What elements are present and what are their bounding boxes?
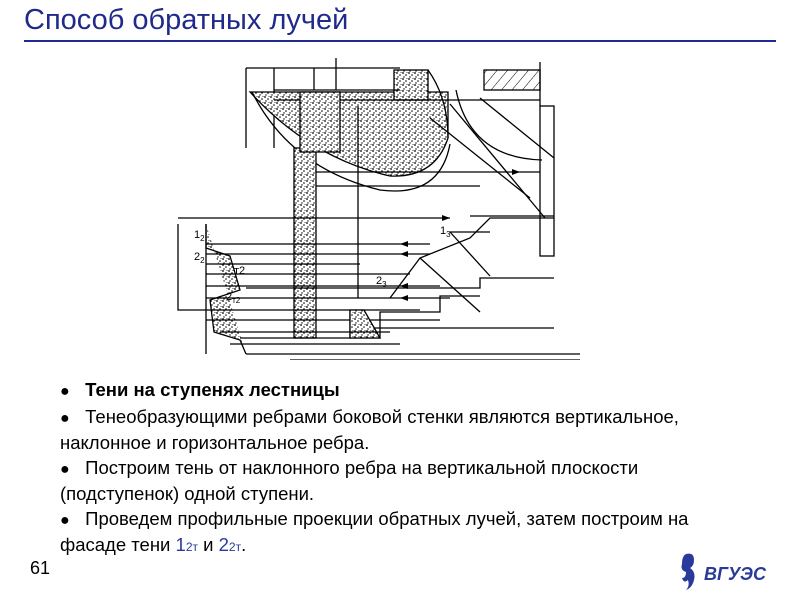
shadow-point-1: 12т (175, 534, 198, 555)
seahorse-emblem-icon (682, 554, 695, 590)
label-t2: т2 (234, 265, 246, 277)
label-2-t2: $2_{т2}$ (226, 291, 241, 305)
bullet-list (60, 378, 700, 560)
bullet-item (60, 405, 700, 456)
page-number: 61 (30, 558, 51, 578)
bullet-icon: ● (60, 409, 70, 427)
university-logo (676, 548, 768, 596)
logo-text: ВГУЭС (704, 564, 766, 584)
bullet-item: ● Проведем профильные проекции обратных лучей, затем построим на фасаде тени 12т и 22т. (60, 507, 689, 555)
stair-shadow-drawing (150, 48, 580, 360)
bullet-icon: ● (60, 511, 70, 529)
bullet-icon: ● (60, 460, 70, 478)
bullet-text: Проведем профильные проекции обратных лучей, затем построим на фасаде тени (60, 507, 689, 555)
bullet-item (60, 378, 700, 405)
shadow-point-2: 22т (218, 534, 242, 555)
bullet-icon: ● (60, 383, 70, 400)
label-2-3: $2_3$ (376, 275, 387, 289)
bullet-text: Построим тень от наклонного ребра на вертикальной плоскости (подступенок) одной ступени. (60, 456, 639, 504)
label-1-2: $1_2$ (194, 229, 205, 243)
bullet-item (60, 456, 700, 507)
bullet-text: Тени на ступенях лестницы (85, 379, 340, 400)
slide-title: Способ обратных лучей (24, 4, 349, 36)
label-1-3: $1_3$ (440, 225, 451, 239)
title-underline (24, 40, 776, 42)
label-2-2: $2_2$ (194, 251, 205, 265)
bullet-text: Тенеобразующими ребрами боковой стенки являются вертикальное, наклонное и горизонтальное ребра. (60, 405, 679, 453)
